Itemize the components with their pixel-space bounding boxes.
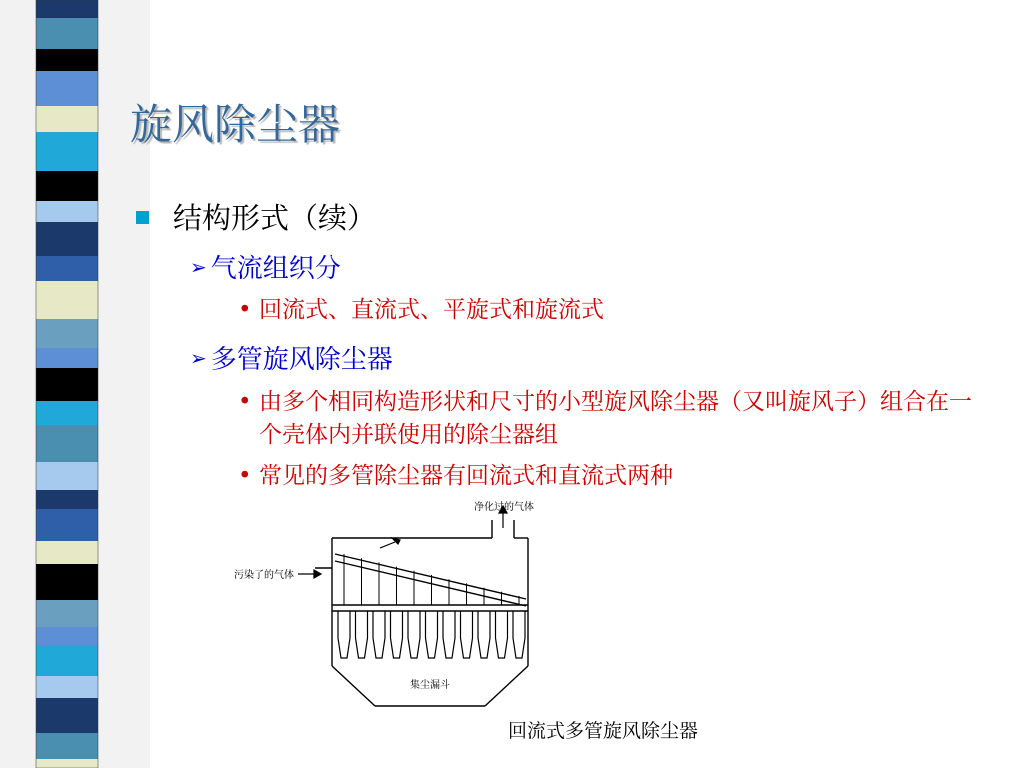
hopper-label: 集尘漏斗 [410,680,450,691]
bullet-structure [136,196,376,237]
sub-bullet-text: 气流组织分 [210,254,341,284]
multitube-cyclone-diagram [230,498,560,710]
item-text: 由多个相同构造形状和尺寸的小型旋风除尘器（又叫旋风子）组合在一个壳体内并联使用的除尘器组 [259,389,972,448]
clean-gas-label: 净化过的气体 [474,502,534,513]
item-common-types [238,460,983,493]
dot-bullet-icon: • [238,297,252,323]
item-definition [238,386,983,452]
item-types [238,294,978,327]
square-bullet-icon [136,211,149,224]
dot-bullet-icon: • [238,389,252,415]
item-text: 常见的多管除尘器有回流式和直流式两种 [259,463,673,489]
dot-bullet-icon: • [238,463,252,489]
arrow-bullet-icon: ➢ [190,255,207,279]
sub-bullet-text: 多管旋风除尘器 [210,345,393,375]
decorative-stripe [0,0,150,768]
bullet-text: 结构形式（续） [173,201,377,235]
figure-caption: 回流式多管旋风除尘器 [508,720,699,742]
dirty-gas-label: 污染了的气体 [234,570,294,581]
sub-bullet-airflow [190,248,341,285]
arrow-bullet-icon: ➢ [190,346,207,370]
sub-bullet-multitube [190,339,393,376]
item-text: 回流式、直流式、平旋式和旋流式 [259,297,604,323]
slide-title: 旋风除尘器 [130,100,341,149]
